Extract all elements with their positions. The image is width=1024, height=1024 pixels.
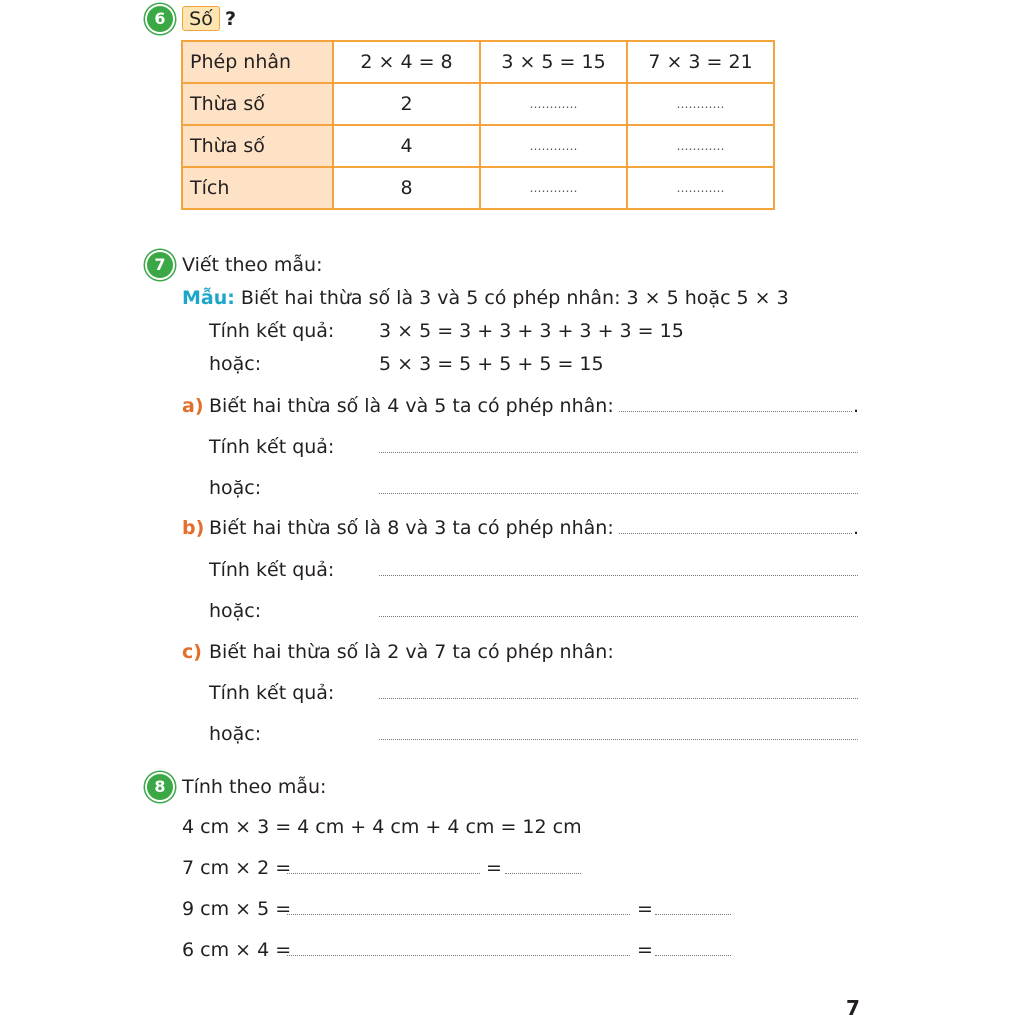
part-b-calc-line[interactable] xyxy=(379,575,858,576)
table-cell: 7 × 3 = 21 xyxy=(627,41,774,83)
part-a-text: Biết hai thừa số là 4 và 5 ta có phép nhân: xyxy=(209,395,614,417)
sample-or-value: 5 × 3 = 5 + 5 + 5 = 15 xyxy=(379,353,604,375)
calc-line-3-blank[interactable] xyxy=(287,955,630,956)
table-row xyxy=(182,41,774,83)
exercise-7-badge: 7 xyxy=(147,252,173,278)
part-c-text: Biết hai thừa số là 2 và 7 ta có phép nhân: xyxy=(209,641,614,663)
part-b-text: Biết hai thừa số là 8 và 3 ta có phép nhân: xyxy=(209,517,614,539)
calc-line-1: 7 cm × 2 = xyxy=(182,857,292,879)
calc-line-2-blank[interactable] xyxy=(287,914,630,915)
answer-blank[interactable]: ………… xyxy=(627,125,774,167)
answer-blank[interactable]: ………… xyxy=(480,83,627,125)
question-mark: ? xyxy=(225,8,237,30)
part-a-or-label: hoặc: xyxy=(209,477,262,499)
part-a-calc-label: Tính kết quả: xyxy=(209,436,335,458)
answer-blank[interactable]: ………… xyxy=(480,125,627,167)
multiplication-table xyxy=(181,40,775,210)
equals-sign: = xyxy=(486,857,502,879)
sample-line xyxy=(182,286,789,310)
table-row xyxy=(182,167,774,209)
sample-text: Biết hai thừa số là 3 và 5 có phép nhân: 3 × 5 hoặc 5 × 3 xyxy=(240,287,789,309)
page-number: 7 xyxy=(846,996,860,1020)
row-header: Thừa số xyxy=(182,125,333,167)
part-c-or-label: hoặc: xyxy=(209,723,262,745)
part-a-answer-line[interactable] xyxy=(619,411,852,412)
part-b-or-label: hoặc: xyxy=(209,600,262,622)
part-b-calc-label: Tính kết quả: xyxy=(209,559,335,581)
table-cell: 3 × 5 = 15 xyxy=(480,41,627,83)
part-c-calc-label: Tính kết quả: xyxy=(209,682,335,704)
exercise-6-badge: 6 xyxy=(147,6,173,32)
table-row xyxy=(182,125,774,167)
exercise-7-title: Viết theo mẫu: xyxy=(182,254,323,276)
calc-line-2: 9 cm × 5 = xyxy=(182,898,292,920)
table-cell: 4 xyxy=(333,125,480,167)
exercise-8-title: Tính theo mẫu: xyxy=(182,776,327,798)
table-row xyxy=(182,83,774,125)
part-c-calc-line[interactable] xyxy=(379,698,858,699)
part-a-or-line[interactable] xyxy=(379,493,858,494)
sample-calc-label: Tính kết quả: xyxy=(209,320,335,342)
answer-blank[interactable]: ………… xyxy=(627,167,774,209)
part-b-letter: b) xyxy=(182,517,205,539)
calc-line-1-result[interactable] xyxy=(505,873,581,874)
part-c-letter: c) xyxy=(182,641,202,663)
calc-line-3-result[interactable] xyxy=(655,955,731,956)
calc-line-3: 6 cm × 4 = xyxy=(182,939,292,961)
part-a-calc-line[interactable] xyxy=(379,452,858,453)
part-c-or-line[interactable] xyxy=(379,739,858,740)
part-a-letter: a) xyxy=(182,395,204,417)
part-b-answer-line[interactable] xyxy=(619,533,852,534)
table-cell: 2 × 4 = 8 xyxy=(333,41,480,83)
row-header: Phép nhân xyxy=(182,41,333,83)
exercise-8-badge: 8 xyxy=(147,774,173,800)
answer-blank[interactable]: ………… xyxy=(480,167,627,209)
so-label-box: Số xyxy=(182,6,220,31)
sample-label: Mẫu: xyxy=(182,287,235,309)
exercise-8-sample: 4 cm × 3 = 4 cm + 4 cm + 4 cm = 12 cm xyxy=(182,816,582,838)
sample-calc-value: 3 × 5 = 3 + 3 + 3 + 3 + 3 = 15 xyxy=(379,320,684,342)
row-header: Thừa số xyxy=(182,83,333,125)
part-b-end: . xyxy=(853,517,860,539)
calc-line-1-blank[interactable] xyxy=(287,873,480,874)
equals-sign: = xyxy=(637,939,653,961)
answer-blank[interactable]: ………… xyxy=(627,83,774,125)
part-b-or-line[interactable] xyxy=(379,616,858,617)
equals-sign: = xyxy=(637,898,653,920)
part-a-end: . xyxy=(853,395,860,417)
table-cell: 8 xyxy=(333,167,480,209)
row-header: Tích xyxy=(182,167,333,209)
calc-line-2-result[interactable] xyxy=(655,914,731,915)
table-cell: 2 xyxy=(333,83,480,125)
sample-or-label: hoặc: xyxy=(209,353,262,375)
